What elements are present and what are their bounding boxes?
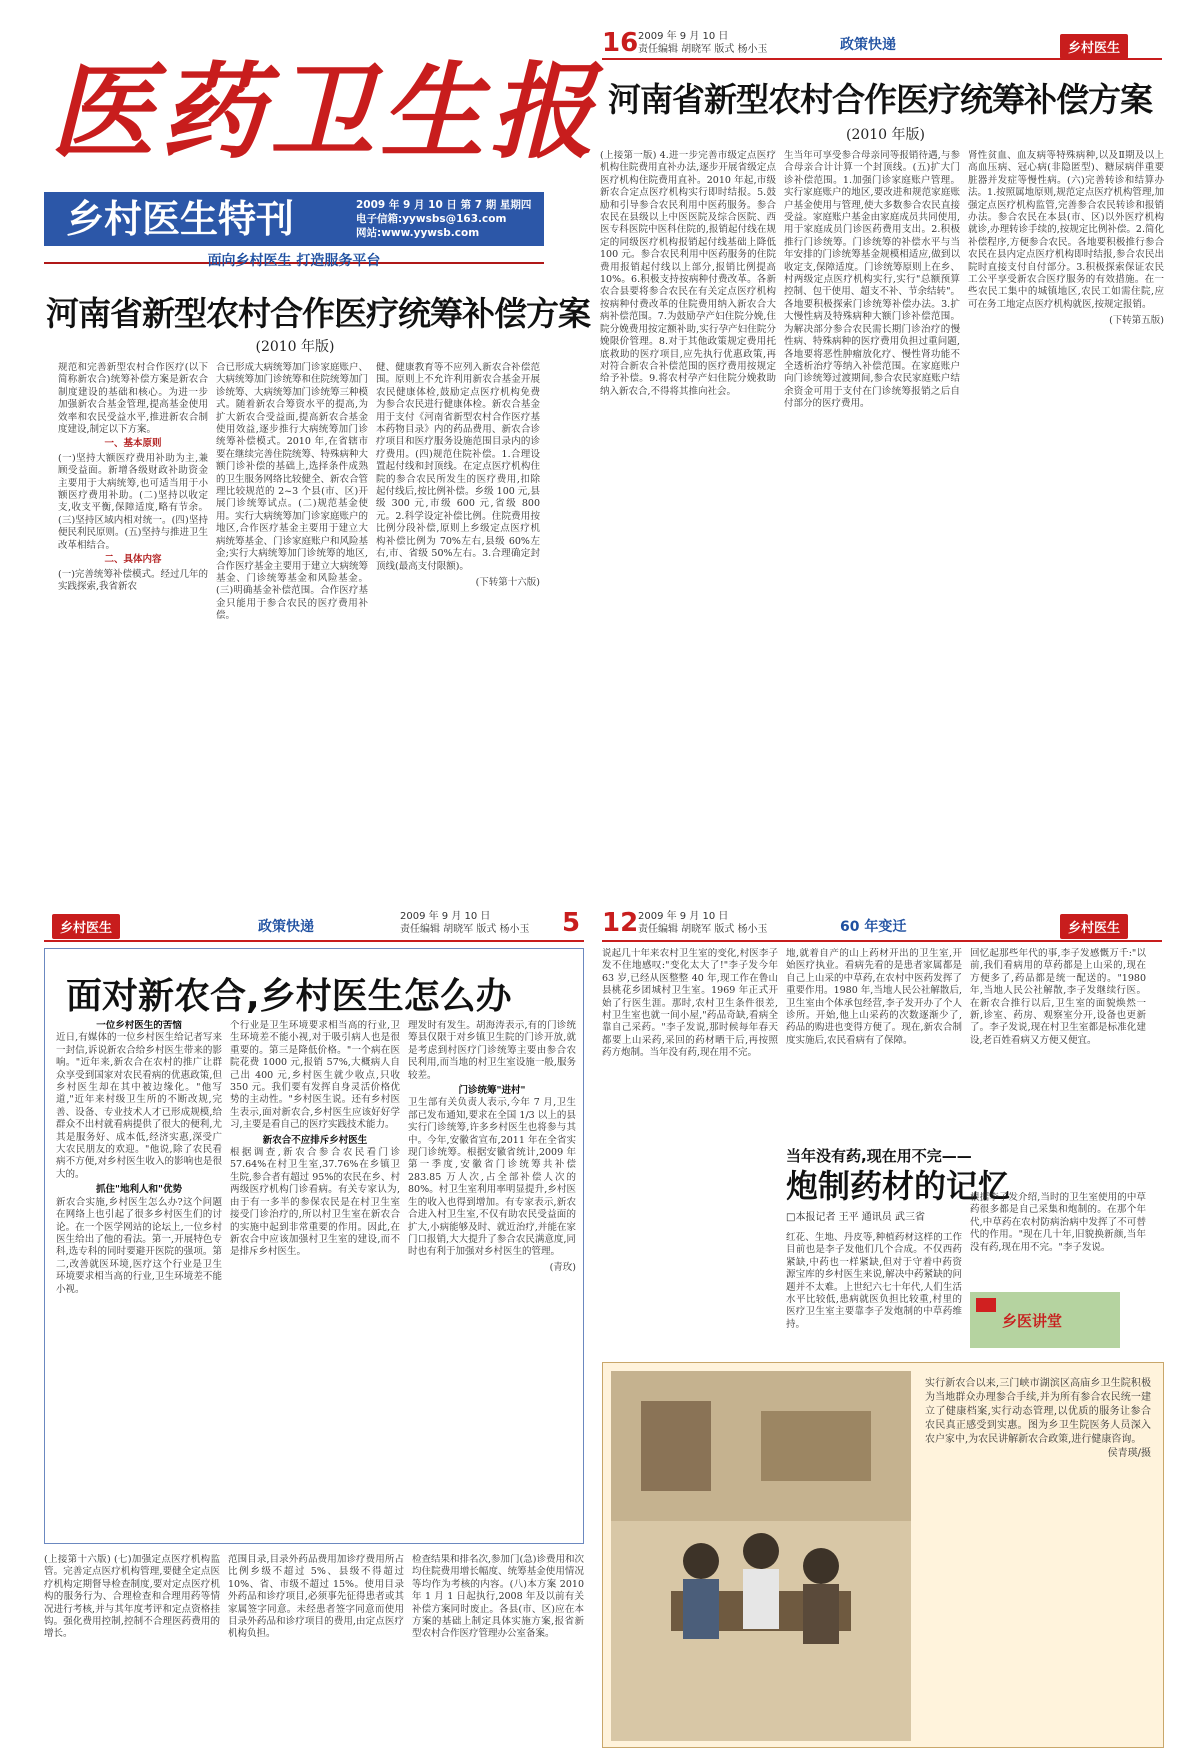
clinic-photo (611, 1371, 911, 1741)
page5-headline: 面对新农合,乡村医生怎么办 (66, 976, 512, 1017)
byline: □本报记者 王平 通讯员 武三省 (786, 1212, 925, 1223)
issue-info: 2009 年 9 月 10 日 第 7 期 星期四 (356, 199, 532, 211)
page12-headline: 炮制药材的记忆 (786, 1167, 1011, 1205)
page-editors: 责任编辑 胡晓军 版式 杨小玉 (638, 924, 768, 935)
front-col-3: 健、健康教育等不应列入新农合补偿范围。原则上不允许利用新农合基金开展农民健康体检,鼓励定点医疗机构免费为参合农民进行健康体检。新农合基金用于支付《河南省新型农村合作医疗基本药物目录》内的药品费用、新农合诊疗项目和医疗服务设施范围目录内的诊疗费用。(四)规范住院补偿。1.合理设置起付线和封顶线。在定点医疗机构住院的参合农民所发生的医疗费用,扣除起付线后,按比例补偿。乡级 100 元,县级 300 元,市级 600 元,省级 800 元。2.科学设定补偿比例。住院费用按比例分段补偿,原则上乡级定点医疗机构补偿比例为 70%左右,县级 60%左右,市、省级 50%左右。3.合理确定封顶线(最高支付限额)。 (下转第十六版) (376, 362, 540, 588)
section-label: 政策快递 (258, 919, 314, 935)
page-number: 16 (602, 28, 639, 58)
front-subhead: (2010 年版) (255, 339, 335, 355)
page-editors: 责任编辑 胡晓军 版式 杨小玉 (400, 924, 530, 935)
page-date: 2009 年 9 月 10 日 (638, 31, 729, 42)
logo-text: 医药卫生报 (50, 50, 601, 173)
page12-col-2: 地,就着自产的山上药材开出的卫生室,开始医疗执业。看病先看的是患者家属都是自己上山采的中草药,在农村中医药发挥了重要作用。1980 年,当地人民公社解散后,卫生室由个体承包经营,李子发开办了个人诊所。开始,他上山采药的次数逐渐少了,药品的购进也变得方便了。现在,新农合制度实施后,农民看病有了保障。 (786, 948, 962, 1046)
special-edition-banner (44, 192, 544, 246)
page-number: 5 (562, 908, 581, 938)
subheading: 一位乡村医生的苦恼 (96, 1020, 182, 1031)
slogan: 面向乡村医生 打造服务平台 (207, 253, 381, 269)
front-headline: 河南省新型农村合作医疗统筹补偿方案 (46, 294, 590, 333)
masthead-logo (50, 50, 601, 173)
page16-col-2: 生当年可享受参合母亲同等报销待遇,与参合母亲合计计算一个封顶线。(五)扩大门诊补偿范围。1.加强门诊家庭账户管理。实行家庭账户的地区,要改进和规范家庭账户基金使用与管理,使大多数参合农民直接受益。家庭账户基金由家庭成员共同使用,用于家庭成员门诊医药费用支出。2.积极推行门诊统筹。门诊统筹的补偿水平与当年安排的门诊统筹基金规模相适应,做到以收定支,保障适度。门诊统筹原则上在乡、村两级定点医疗机构实行,实行"总额预算控制、包干使用、超支不补、节余结转"。各地要积极探索门诊统筹补偿办法。3.扩大慢性病及特殊病种大额门诊补偿范围。为解决部分参合农民需长期门诊治疗的慢性病、特殊病种的医疗费用负担过重问题,各地要将恶性肿瘤放化疗、慢性肾功能不全透析治疗等纳入补偿范围。在家庭账户向门诊统筹过渡期间,参合农民家庭账户结余资金可用于支付在门诊统筹报销之后自付部分的医疗费用。 (784, 150, 960, 410)
page-16 (590, 0, 1181, 880)
page5-bottom-col-3: 检查结果和排名次,参加门(急)诊费用和次均住院费用增长幅度、统筹基金使用情况等均作为考核的内容。(八)本方案 2010 年 1 月 1 日起执行,2008 年及以前有关补偿方案同时废止。各县(市、区)应在本方案的基础上制定具体实施方案,报省新型农村合作医疗管理办公室备案。 (412, 1554, 584, 1640)
page5-col-2: 个行业是卫生环境要求相当高的行业,卫生环境差不能小视,对于吸引病人也是很重要的。第三是降低价格。"一个病在医院花费 1000 元,报销 57%,大概病人自己出 400 元,乡村医生就少收点,只收 350 元。我们要有发挥自身灵活价格优势的主动性。"乡村医生说。还有乡村医生表示,面对新农合,乡村医生应该好好学习,主要是看自己的医疗实践技术能力。 新农合不应排斥乡村医生 根据调查,新农合参合农民看门诊 57.64%在村卫生室,37.76%在乡镇卫生院,参合者有超过 95%的农民在乡、村两级医疗机构门诊看病。有关专家认为,由于有一多半的参保农民是在村卫生室接受门诊治疗的,所以村卫生室在新农合的实施中起到非常重要的作用。因此,在新农合中应该加强村卫生室的建设,而不是排斥乡村医生。 (230, 1020, 400, 1258)
section-heading: 二、具体内容 (104, 554, 162, 566)
page-number: 12 (602, 908, 639, 938)
special-edition-title: 乡村医生特刊 (66, 197, 295, 241)
section-label: 政策快递 (840, 37, 896, 53)
continued-note: (下转第十六版) (475, 576, 540, 588)
photo-feature (602, 1362, 1164, 1748)
author: (青玫) (549, 1261, 576, 1273)
headline-kicker: 当年没有药,现在用不完—— (786, 1147, 972, 1165)
front-col-1: 规范和完善新型农村合作医疗(以下简称新农合)统筹补偿方案是新农合制度建设的基础和核心。为进一步加强新农合基金管理,提高基金使用效率和农民受益水平,推进新农合制度建设,制定以下方案。 一、基本原则 (一)坚持大额医疗费用补助为主,兼顾受益面。新增各级财政补助资金主要用于大病统筹,也可适当用于小额医疗费用补助。(二)坚持以收定支,收支平衡,保障适度,略有节余。(三)坚持区域内相对统一。(四)坚持便民利民原则。(五)坚持与推进卫生改革相结合。 二、具体内容 (一)完善统筹补偿模式。经过几年的实践探索,我省新农 (58, 362, 208, 592)
page16-col-1: (上接第一版) 4.进一步完善市级定点医疗机构住院费用直补办法,逐步开展省级定点医疗机构住院费用直补。2010 年起,市级新农合定点医疗机构实行即时结报。5.鼓励和引导参合农民利用中医药服务。参合农民在县级以上中医医院及综合医院、西医专科医院中医科住院的,报销起付线在规定的同级医疗机构报销起付线基础上降低 100 元。参合农民利用中医药服务的住院费用报销起付线以上部分,报销比例提高 10%。6.积极支持按病种付费改革。各新农合县要将参合农民在有关定点医疗机构按病种付费改革的住院费用纳入新农合大病补偿范围。7.为鼓励孕产妇住院分娩,住院分娩费用按定额补助,实行孕产妇住院分娩限价管理。8.对于其他政策规定费用托底救助的医疗项目,应先执行优惠政策,再对符合新农合补偿范围的医疗费用按规定给予补偿。9.将农村孕产妇住院分娩救助纳入新农合,不得将其推向社会。 (600, 150, 776, 397)
page-date: 2009 年 9 月 10 日 (400, 911, 491, 922)
page12-col-3: 回忆起那些年代的事,李子发感慨万千:"以前,我们看病用的草药都是上山采的,现在方便多了,药品都是统一配送的。"1980 年,当地人民公社解散,李子发继续行医。在新农合推行以后,卫生室的面貌焕然一新,诊室、药房、观察室分开,设备也更新了。李子发说,现在村卫生室都是标准化建设,老百姓看病又方便又便宜。 (970, 948, 1146, 1046)
subheading: 抓住"地利人和"优势 (96, 1184, 182, 1196)
photo-caption: 实行新农合以来,三门峡市湖滨区高庙乡卫生院积极为当地群众办理参合手续,并为所有参合农民统一建立了健康档案,实行动态管理,以优质的服务让参合农民真正感受到实惠。图为乡卫生院医务人员深入农户家中,为农民讲解新农合政策,进行健康咨询。 侯青瑛/摄 (925, 1378, 1151, 1459)
page-5 (0, 880, 590, 1758)
page16-headline: 河南省新型农村合作医疗统筹补偿方案 (608, 80, 1152, 119)
brand-tag: 乡村医生 (1060, 34, 1128, 59)
front-page (0, 0, 601, 880)
page5-col-3: 理发时有发生。胡海涛表示,有的门诊统筹县仅限于对乡镇卫生院的门诊开放,就是考虑到村医疗门诊统筹主要由参合农民利用,而当地的村卫生室设施一般,服务较差。 门诊统筹"进村" 卫生部有关负责人表示,今年 7 月,卫生部已发布通知,要求在全国 1/3 以上的县实行门诊统筹,许多乡村医生也将参与其中。今年,安徽省宣布,2011 年在全省实现门诊统筹。根据安徽省统计,2009 年第一季度,安徽省门诊统筹共补偿 283.85 万人次,占全部补偿人次的 80%。村卫生室利用率明显提升,乡村医生的收入也得到增加。有专家表示,新农合进入村卫生室,不仅有助农民受益面的扩大,小病能够及时、就近治疗,并能在家门口报销,大大提升了参合农民满意度,同时也有利于加强对乡村医生的管理。 (青玫) (408, 1020, 576, 1273)
page5-col-1: 一位乡村医生的苦恼 近日,有媒体的一位乡村医生给记者写来一封信,诉说新农合给乡村医生带来的影响。"近年来,新农合在农村的推广让群众享受到国家对农民看病的优惠政策,但乡村医生却在其中被边缘化。"他写道,"近年来村级卫生所的不断改规,完善、设备、专业技术人才已形成规模,给群众不出村就看病提供了很大的便利,尤其是服务好、成本低,经济实惠,深受广大农民朋友的欢迎。"他说,除了农民看病不方便,对乡村医生收入的影响也是很大的。 抓住"地利人和"优势 新农合实施,乡村医生怎么办?这个问题在网络上也引起了很多乡村医生们的讨论。在一个医学网站的论坛上,一位乡村医生给出了他的看法。第一,开展特色专科,选专科的同时要避开医院的强项。第二,改善就医环境,医疗这个行业是卫生环境要求相当高的行业,卫生环境差不能小视。 (56, 1020, 222, 1295)
page-date: 2009 年 9 月 10 日 (638, 911, 729, 922)
promo-badge (970, 1292, 1120, 1348)
subheading: 新农合不应排斥乡村医生 (262, 1134, 368, 1146)
subheading: 门诊统筹"进村" (458, 1085, 526, 1097)
front-col-2: 合已形成大病统筹加门诊家庭账户、大病统筹加门诊统筹和住院统筹加门诊统筹、大病统筹加门诊统筹三种模式。随着新农合筹资水平的提高,为扩大新农合受益面,提高新农合基金使用效益,逐步推行大病统筹加门诊统筹补偿模式。2010 年,在省辖市要在继续完善住院统筹、特殊病种大额门诊补偿的基础上,选择条件成熟的卫生服务网络比较健全、新农合管理比较规范的 2~3 个县(市、区)开展门诊统筹试点。(二)规范基金使用。实行大病统筹加门诊家庭账户的地区,合作医疗基金主要用于建立大病统筹基金、门诊家庭账户和风险基金;实行大病统筹加门诊统筹的地区,合作医疗基金主要用于建立大病统筹基金、门诊统筹基金和风险基金。(三)明确基金补偿范围。合作医疗基金只能用于参合农民的医疗费用补偿。 (216, 362, 368, 622)
email: 电子信箱:yywsbs@163.com (356, 213, 507, 225)
section-heading: 一、基本原则 (104, 438, 162, 450)
page-editors: 责任编辑 胡晓军 版式 杨小玉 (638, 44, 768, 55)
page12-col-2b: 红花、生地、丹皮等,种植药材这样的工作目前也是李子发他们几个合成。不仅西药紧缺,中药也一样紧缺,但对于守着中药资源宝库的乡村医生来说,解决中药紧缺的问题并不太难。上世纪六七十年代,人们生活水平比较低,患病就医负担比较重,村里的医疗卫生室主要靠李子发炮制的中草药维持。 (786, 1232, 962, 1330)
page-12 (590, 880, 1181, 1758)
website: 网站:www.yywsb.com (356, 227, 480, 239)
brand-tag: 乡村医生 (1060, 914, 1128, 939)
section-label: 60 年变迁 (840, 919, 907, 935)
continued-note: (下转第五版) (1109, 315, 1164, 327)
promo-label: 乡医讲堂 (1002, 1312, 1063, 1330)
photo-credit: 侯青瑛/摄 (1107, 1448, 1151, 1459)
page12-col-3b: 根据李子发介绍,当时的卫生室使用的中草药很多都是自己采集和炮制的。在那个年代,中草药在农村防病治病中发挥了不可替代的作用。"现在几十年,旧貌换新颜,当年没有药,现在用不完。"李子发说。 (970, 1192, 1146, 1253)
page5-bottom-col-1: (上接第十六版) (七)加强定点医疗机构监管。完善定点医疗机构管理,要健全定点医疗机构定期督导检查制度,要对定点医疗机构的服务行为、合理检查和合理用药等情况进行考核,并与其年度考评和定点资格挂钩。强化费用控制,控制不合理医药费用的增长。 (44, 1554, 220, 1640)
page12-col-1: 说起几十年来农村卫生室的变化,村医李子发不住地感叹:"变化太大了!"李子发今年 63 岁,已经从医整整 40 年,现工作在鲁山县桃花乡团城村卫生室。1969 年正式开始了行医生涯。那时,农村卫生条件很差,村卫生室也就一间小屋,"药品奇缺,看病全靠自己采药。"李子发说,那时候每年春天都要上山采药,采回的药材晒干后,再按照药方炮制。当年没有药,现在用不完。 (602, 948, 778, 1059)
flag-icon (976, 1298, 996, 1312)
page5-bottom-col-2: 范围目录,目录外药品费用加诊疗费用所占比例乡级不超过 5%、县级不得超过 10%、省、市级不超过 15%。使用目录外药品和诊疗项目,必须事先征得患者或其家属签字同意。未经患者签字同意而使用目录外药品和诊疗项目的费用,由定点医疗机构负担。 (228, 1554, 404, 1640)
page16-col-3: 肾性贫血、血友病等特殊病种,以及Ⅱ期及以上高血压病、冠心病(非隐匿型)、糖尿病伴重要脏器并发症等慢性病。(六)完善转诊和结算办法。1.按照属地原则,规范定点医疗机构管理,加强定点医疗机构监管,完善参合农民转诊和报销办法。参合农民在本县(市、区)以外医疗机构就诊,办理转诊手续的,按规定比例补偿。2.简化补偿程序,方便参合农民。各地要积极推行参合农民在县内定点医疗机构即时结报,参合农民出院时直接支付自付部分。3.积极探索保证农民工公平享受新农合医疗服务的有效措施。在一些农民工集中的城镇地区,农民工如需住院,应可在务工地定点医疗机构就医,按规定报销。 (下转第五版) (968, 150, 1164, 327)
page16-subhead: (2010 年版) (845, 127, 925, 143)
brand-tag: 乡村医生 (52, 914, 120, 939)
